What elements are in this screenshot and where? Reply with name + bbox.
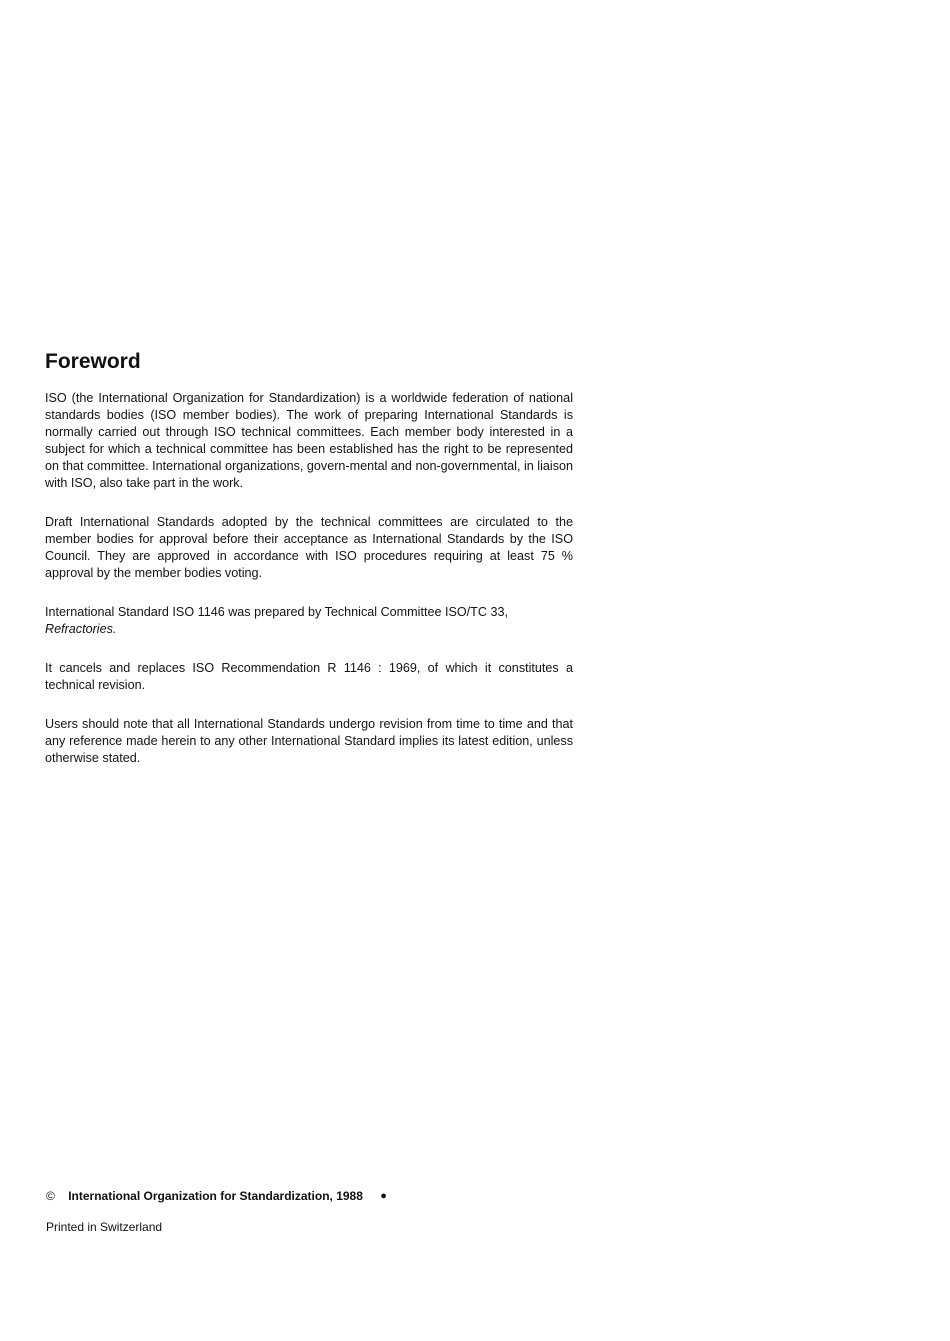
printed-location: Printed in Switzerland [46, 1220, 163, 1234]
copyright-line [46, 1188, 387, 1204]
bullet-icon: ● [380, 1190, 387, 1202]
prepared-by-text: International Standard ISO 1146 was prepared by Technical Committee ISO/TC 33, [45, 605, 508, 619]
copyright-holder: International Organization for Standardization, 1988 [68, 1189, 363, 1203]
preparation-paragraph [45, 604, 573, 638]
foreword-paragraph: Users should note that all International Standards undergo revision from time to time and that any reference made herein to any other International Standard implies its latest edition, unless otherwise stated. [45, 717, 573, 765]
copyright-symbol: © [46, 1189, 55, 1203]
foreword-title: Foreword [45, 350, 141, 373]
foreword-paragraph: Draft International Standards adopted by the technical committees are circulated to the member bodies for approval before their acceptance as International Standards by the ISO Council. They are approved in accordance with ISO procedures requiring at least 75 % approval by the member bodies voting. [45, 515, 573, 580]
foreword-paragraph: It cancels and replaces ISO Recommendation R 1146 : 1969, of which it constitutes a technical revision. [45, 661, 573, 692]
committee-title: Refractories. [45, 622, 117, 636]
foreword-section [45, 349, 573, 789]
foreword-paragraph: ISO (the International Organization for Standardization) is a worldwide federation of national standards bodies (ISO member bodies). The work of preparing International Standards is normally carried out through ISO technical committees. Each member body interested in a subject for which a technical committee has been established has the right to be represented on that committee. International organizations, govern-mental and non-governmental, in liaison with ISO, also take part in the work. [45, 391, 573, 490]
